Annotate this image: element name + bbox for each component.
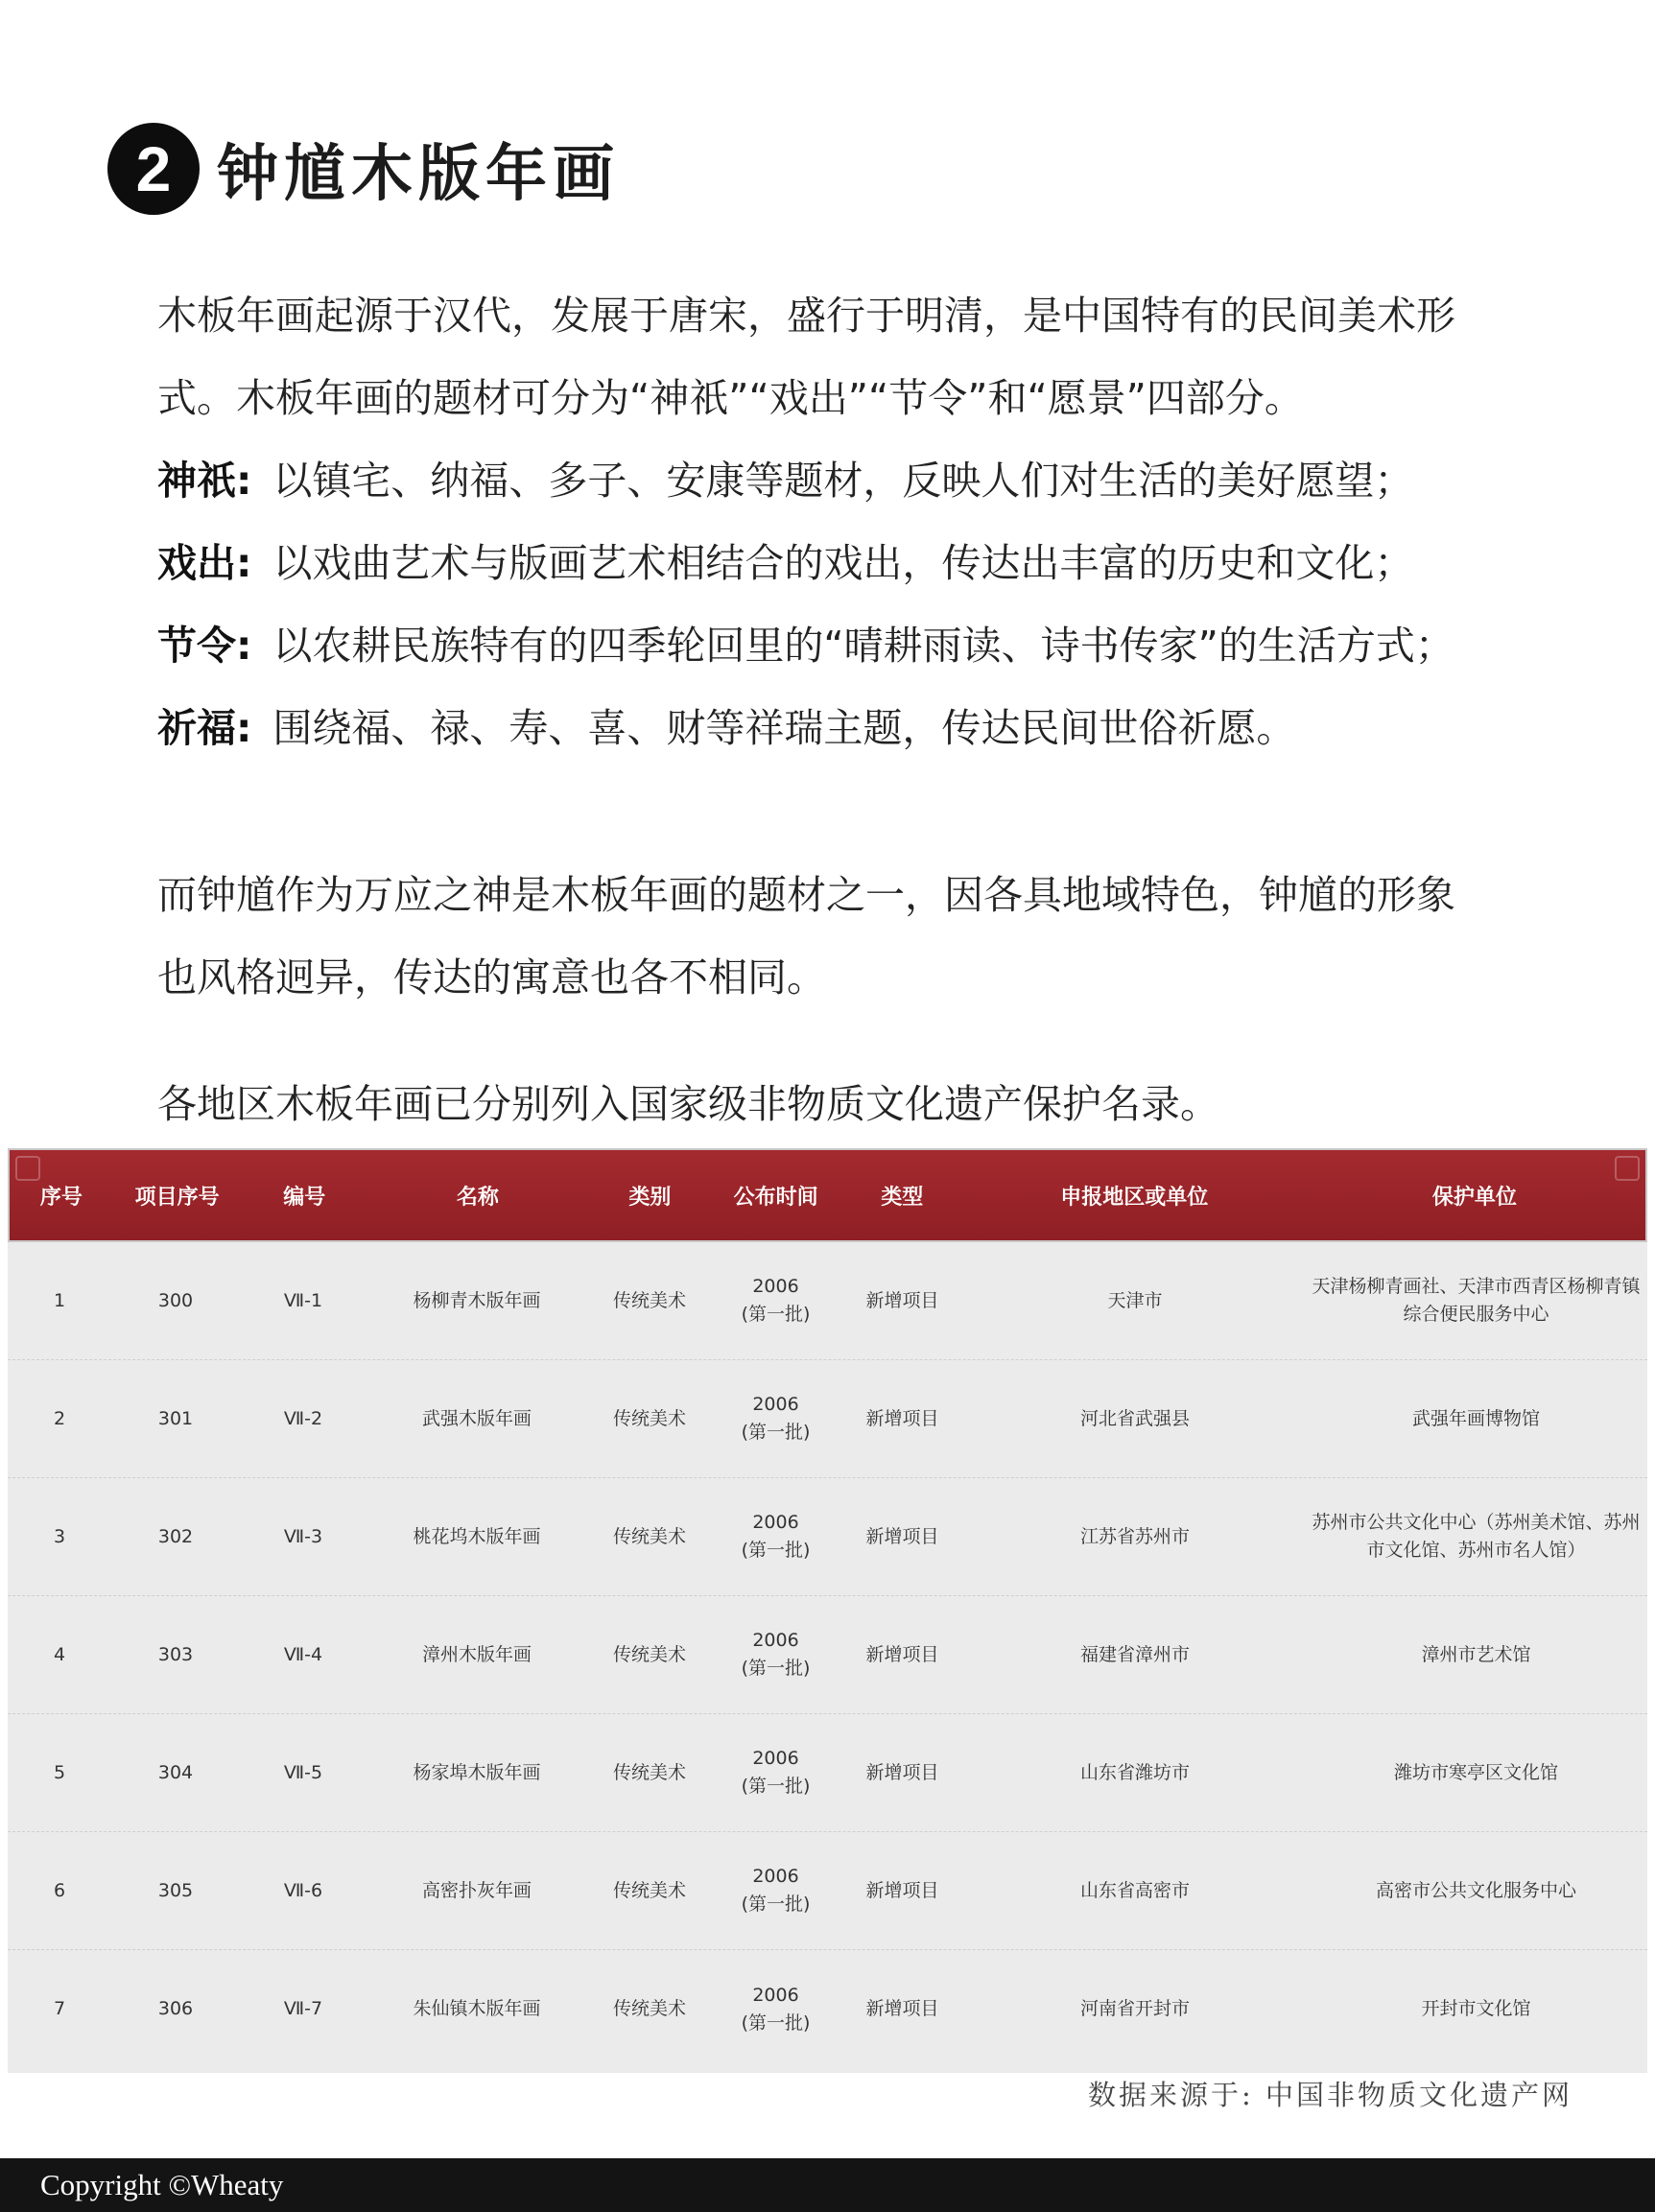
column-header: 项目序号 — [134, 1185, 220, 1210]
table-row — [8, 1478, 1647, 1596]
category-desc: 以戏曲艺术与版画艺术相结合的戏出，传达出丰富的历史和文化； — [272, 540, 1414, 586]
publish-year: 2006 — [752, 1394, 799, 1415]
declaring-region: 天津市 — [1107, 1289, 1163, 1311]
declaring-region: 河北省武强县 — [1079, 1407, 1190, 1429]
item-name: 漳州木版年画 — [421, 1643, 532, 1665]
item-type: 新增项目 — [865, 1761, 939, 1783]
table-row — [8, 1832, 1647, 1950]
heritage-table — [8, 1148, 1647, 2073]
footer-bar — [0, 2158, 1655, 2212]
item-category: 传统美术 — [612, 1289, 686, 1311]
table-row — [8, 1596, 1647, 1714]
publish-batch: (第一批) — [741, 2012, 811, 2034]
protection-unit — [1305, 1509, 1647, 1565]
protection-unit-line: 苏州市公共文化中心（苏州美术馆、苏州 — [1312, 1512, 1641, 1533]
protection-unit — [1305, 1641, 1647, 1669]
item-category: 传统美术 — [612, 1761, 686, 1783]
protection-unit-line: 武强年画博物馆 — [1411, 1407, 1540, 1429]
protection-unit-line: 高密市公共文化服务中心 — [1375, 1879, 1576, 1901]
row-index: 5 — [53, 1761, 66, 1783]
item-code: Ⅶ-1 — [283, 1289, 323, 1311]
item-category: 传统美术 — [612, 1998, 686, 2019]
publish-batch: (第一批) — [741, 1776, 811, 1797]
category-item — [157, 604, 1539, 687]
publish-batch: (第一批) — [741, 1422, 811, 1443]
protection-unit-line: 综合便民服务中心 — [1403, 1304, 1549, 1325]
protection-unit — [1305, 1877, 1647, 1905]
publish-batch: (第一批) — [741, 1658, 811, 1679]
zhongkui-paragraph — [157, 854, 1539, 1019]
row-index: 2 — [53, 1407, 66, 1429]
column-header: 类别 — [628, 1185, 672, 1210]
project-number: 306 — [157, 1998, 194, 2019]
paragraph-line: 各地区木板年画已分别列入国家级非物质文化遗产保护名录。 — [157, 1081, 1219, 1127]
item-category: 传统美术 — [612, 1407, 686, 1429]
column-header: 公布时间 — [733, 1185, 818, 1210]
publish-batch: (第一批) — [741, 1540, 811, 1561]
project-number: 302 — [157, 1525, 194, 1547]
section-number-badge: 2 — [107, 123, 200, 215]
project-number: 305 — [157, 1879, 194, 1901]
category-term: 戏出: — [157, 540, 252, 586]
protection-unit-line: 开封市文化馆 — [1421, 1998, 1531, 2019]
category-term: 神祇: — [157, 458, 252, 504]
category-item — [157, 687, 1539, 769]
column-header: 名称 — [456, 1185, 499, 1210]
item-name: 杨家埠木版年画 — [413, 1761, 541, 1783]
publish-year: 2006 — [752, 1748, 799, 1769]
declaring-region: 福建省漳州市 — [1079, 1643, 1190, 1665]
item-code: Ⅶ-3 — [283, 1525, 323, 1547]
category-item — [157, 439, 1539, 522]
row-index: 3 — [53, 1525, 66, 1547]
column-header: 保护单位 — [1431, 1185, 1517, 1210]
row-index: 6 — [53, 1879, 66, 1901]
item-category: 传统美术 — [612, 1643, 686, 1665]
protection-unit-line: 市文化馆、苏州市名人馆） — [1366, 1540, 1586, 1561]
declaring-region: 山东省潍坊市 — [1079, 1761, 1190, 1783]
protection-unit — [1305, 1273, 1647, 1329]
publish-time — [712, 1863, 839, 1918]
item-type: 新增项目 — [865, 1289, 939, 1311]
publish-time — [712, 1982, 839, 2037]
category-item — [157, 522, 1539, 604]
row-index: 1 — [53, 1289, 66, 1311]
publish-year: 2006 — [752, 1984, 799, 2006]
item-code: Ⅶ-4 — [283, 1643, 323, 1665]
row-index: 7 — [53, 1998, 66, 2019]
table-body — [8, 1242, 1647, 2068]
item-code: Ⅶ-2 — [283, 1407, 323, 1429]
publish-year: 2006 — [752, 1630, 799, 1651]
publish-year: 2006 — [752, 1512, 799, 1533]
column-header: 申报地区或单位 — [1060, 1185, 1209, 1210]
row-index: 4 — [53, 1643, 66, 1665]
item-name: 桃花坞木版年画 — [413, 1525, 541, 1547]
item-type: 新增项目 — [865, 1643, 939, 1665]
declaring-region: 山东省高密市 — [1079, 1879, 1190, 1901]
category-term: 节令: — [157, 623, 252, 669]
publish-batch: (第一批) — [741, 1304, 811, 1325]
publish-year: 2006 — [752, 1866, 799, 1887]
item-name: 武强木版年画 — [421, 1407, 532, 1429]
item-type: 新增项目 — [865, 1879, 939, 1901]
protection-unit-line: 潍坊市寒亭区文化馆 — [1393, 1761, 1558, 1783]
project-number: 304 — [157, 1761, 194, 1783]
item-code: Ⅶ-5 — [283, 1761, 323, 1783]
paragraph-line: 而钟馗作为万应之神是木板年画的题材之一，因各具地域特色，钟馗的形象 — [157, 872, 1455, 918]
paragraph-line: 也风格迥异，传达的寓意也各不相同。 — [157, 954, 826, 1000]
item-type: 新增项目 — [865, 1525, 939, 1547]
intro-line: 式。木板年画的题材可分为“神祇”“戏出”“节令”和“愿景”四部分。 — [157, 375, 1304, 421]
project-number: 301 — [157, 1407, 194, 1429]
declaring-region: 河南省开封市 — [1079, 1998, 1190, 2019]
project-number: 300 — [157, 1289, 194, 1311]
project-number: 303 — [157, 1643, 194, 1665]
publish-time — [712, 1509, 839, 1565]
column-header: 编号 — [283, 1185, 326, 1210]
item-name: 朱仙镇木版年画 — [413, 1998, 541, 2019]
protection-unit-line: 漳州市艺术馆 — [1421, 1643, 1531, 1665]
declaring-region: 江苏省苏州市 — [1079, 1525, 1190, 1547]
column-header: 序号 — [39, 1185, 83, 1210]
protection-unit — [1305, 1405, 1647, 1433]
item-code: Ⅶ-6 — [283, 1879, 323, 1901]
section-title: 钟馗木版年画 — [217, 138, 620, 210]
table-row — [8, 1360, 1647, 1478]
column-header: 类型 — [881, 1185, 924, 1210]
table-row — [8, 1714, 1647, 1832]
item-category: 传统美术 — [612, 1525, 686, 1547]
intro-paragraph — [157, 274, 1539, 769]
table-row — [8, 1242, 1647, 1360]
category-desc: 以镇宅、纳福、多子、安康等题材，反映人们对生活的美好愿望； — [272, 458, 1414, 504]
copyright-text: Copyright ©Wheaty — [40, 2168, 284, 2201]
publish-time — [712, 1745, 839, 1800]
section-heading — [107, 123, 620, 215]
table-row — [8, 1950, 1647, 2068]
category-term: 祈福: — [157, 705, 252, 751]
item-category: 传统美术 — [612, 1879, 686, 1901]
data-source-note: 数据来源于: 中国非物质文化遗产网 — [1088, 2079, 1572, 2111]
category-desc: 围绕福、禄、寿、喜、财等祥瑞主题，传达民间世俗祈愿。 — [272, 705, 1296, 751]
intro-line: 木板年画起源于汉代，发展于唐宋，盛行于明清，是中国特有的民间美术形 — [157, 293, 1455, 339]
publish-time — [712, 1273, 839, 1329]
table-header-row — [8, 1148, 1647, 1242]
protection-unit — [1305, 1759, 1647, 1787]
publish-year: 2006 — [752, 1276, 799, 1297]
publish-batch: (第一批) — [741, 1894, 811, 1915]
category-desc: 以农耕民族特有的四季轮回里的“晴耕雨读、诗书传家”的生活方式； — [272, 623, 1454, 669]
publish-time — [712, 1391, 839, 1447]
item-type: 新增项目 — [865, 1407, 939, 1429]
item-code: Ⅶ-7 — [283, 1998, 323, 2019]
item-name: 高密扑灰年画 — [421, 1879, 532, 1901]
item-type: 新增项目 — [865, 1998, 939, 2019]
item-name: 杨柳青木版年画 — [413, 1289, 541, 1311]
protection-unit-line: 天津杨柳青画社、天津市西青区杨柳青镇 — [1312, 1276, 1641, 1297]
heritage-paragraph — [157, 1063, 1539, 1145]
protection-unit — [1305, 1995, 1647, 2023]
publish-time — [712, 1627, 839, 1683]
